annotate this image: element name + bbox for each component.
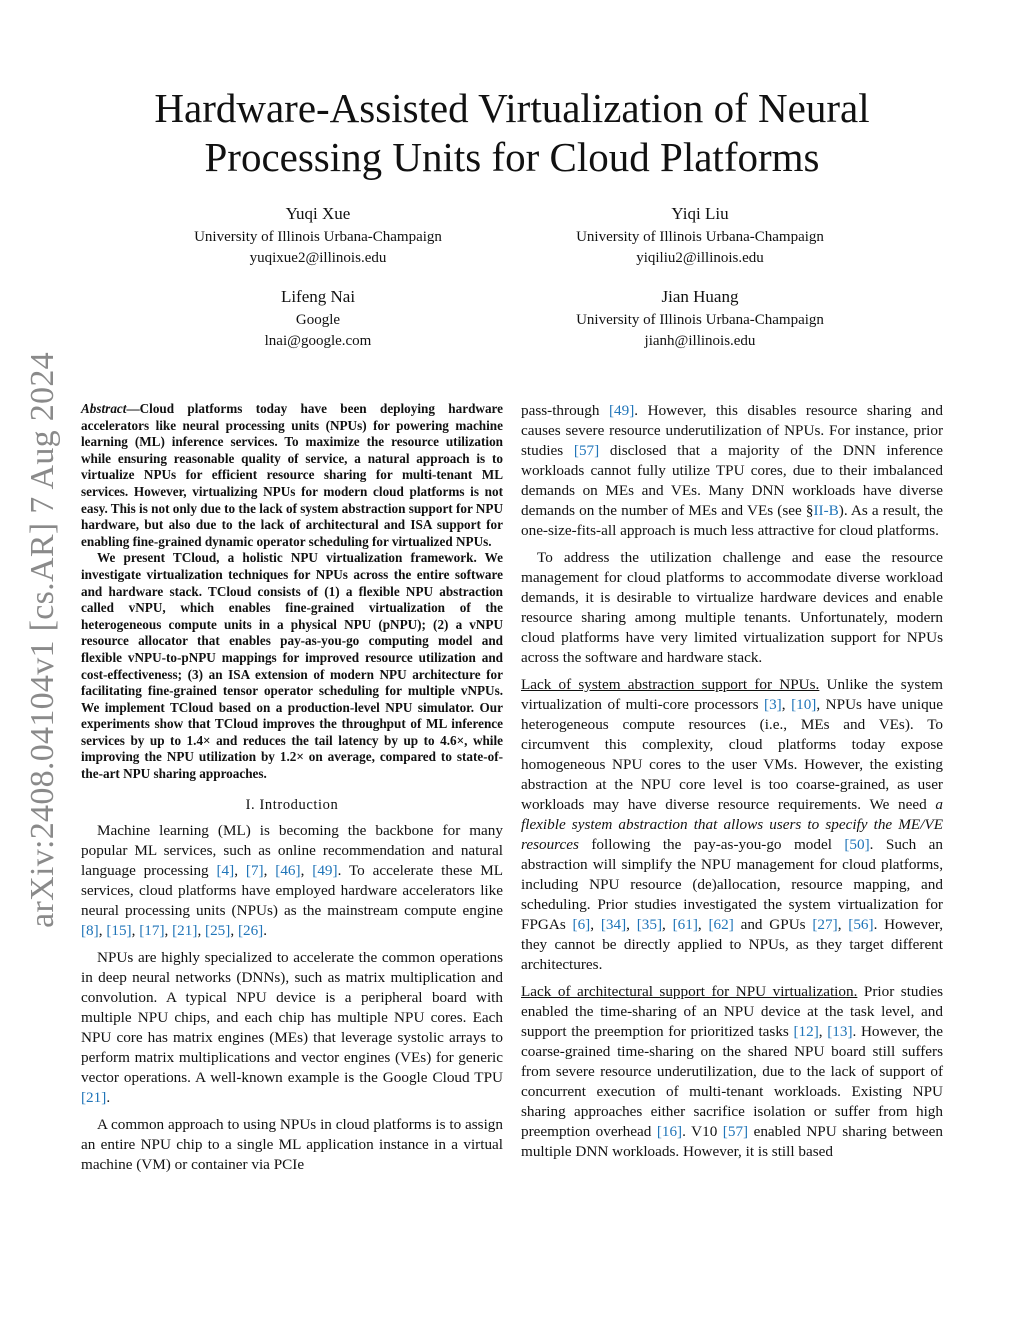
arxiv-identifier: arXiv:2408.04104v1 [cs.AR] 7 Aug 2024 xyxy=(24,352,61,928)
abstract-paragraph: We present TCloud, a holistic NPU virtualization framework. We investigate virtualization techniques for NPUs across the entire software and hardware stack. TCloud consists of (1) a flexible NPU abstraction called vNPU, which enables fine-grained virtualization of the heterogeneous compute units in a physical NPU (pNPU); (2) a vNPU resource allocator that enables pay-as-you-go computing model and flexible vNPU-to-pNPU mappings for improved resource utilization and cost-effectiveness; (3) an ISA extension of modern NPU architecture for facilitating fine-grained tensor operator scheduling for multiple vNPUs. We implement TCloud based on a production-level NPU simulator. Our experiments show that TCloud improves the throughput of ML inference services by up to 1.4× and reduces the tail latency by up to 4.6×, while improving the NPU utilization by 1.2× on average, compared to state-of-the-art NPU sharing approaches. xyxy=(81,550,503,782)
abstract xyxy=(81,401,503,783)
citation-link[interactable]: [50] xyxy=(844,836,870,853)
citation-link[interactable]: [8] xyxy=(81,921,99,939)
citation-link[interactable]: [7] xyxy=(245,861,264,879)
title-line-1: Hardware-Assisted Virtualization of Neural xyxy=(154,85,870,131)
author-email: lnai@google.com xyxy=(264,333,372,349)
author-email: yiqiliu2@illinois.edu xyxy=(636,250,764,266)
author-affiliation: Google xyxy=(295,312,341,328)
author-name: Lifeng Nai xyxy=(280,287,356,306)
author-affiliation: University of Illinois Urbana-Champaign xyxy=(576,312,824,328)
title-line-2: Processing Units for Cloud Platforms xyxy=(204,134,820,180)
author-block xyxy=(520,203,880,269)
section-heading: I. Introduction xyxy=(245,796,339,813)
citation-link[interactable]: [34] xyxy=(600,916,627,933)
citation-link[interactable]: [6] xyxy=(572,916,591,933)
author-block xyxy=(520,286,880,352)
abstract-text: —Cloud platforms today have been deploying hardware accelerators like neural processing units (NPUs) for powering machine learning (ML) inference services. To maximize the resource utilization while ensuring reasonable quality of service, a natural approach is to virtualize NPUs for efficient resource sharing for multi-tenant ML services. However, virtualizing NPUs for modern cloud platforms is not easy. This is not only due to the lack of system abstraction support for NPU hardware, but also due to the lack of architectural and ISA support for enabling fine-grained dynamic operator scheduling for virtualized NPUs. xyxy=(81,401,503,549)
author-name: Yuqi Xue xyxy=(285,204,351,223)
citation-link[interactable]: [21] xyxy=(172,921,198,939)
citation-link[interactable]: [35] xyxy=(636,916,663,933)
citation-link[interactable]: [26] xyxy=(237,921,264,939)
author-block xyxy=(138,203,498,269)
citation-link[interactable]: [27] xyxy=(812,916,838,933)
body-paragraph: Machine learning (ML) is becoming the backbone for many popular ML services, such as online recommendation and natural language processing [4], [7], [46], [49]. To accelerate these ML services, cloud platforms have employed hardware accelerators like neural processing units (NPUs) as the mainstream compute engine [8], [15], [17], [21], [25], [26]. xyxy=(81,821,504,939)
citation-link[interactable]: [61] xyxy=(672,916,698,933)
citation-link[interactable]: [16] xyxy=(656,1123,683,1140)
citation-link[interactable]: [15] xyxy=(106,921,132,939)
citation-link[interactable]: [49] xyxy=(608,402,635,419)
paragraph-text: following the pay-as-you-go model [50]. Such an abstraction will simplify the NPU management for cloud platforms, including NPU resource (de)allocation, resource mapping, and scheduling. Prior studies investigated the system virtualization for FPGAs [6], [34], [35], [61], [62] and GPUs [27], [56]. However, they cannot be directly applied to NPUs, as they target different architectures. xyxy=(521,836,944,973)
body-paragraph xyxy=(521,982,943,1162)
author-name: Jian Huang xyxy=(661,287,739,306)
citation-link[interactable]: [17] xyxy=(139,921,165,939)
citation-link[interactable]: [3] xyxy=(764,696,782,713)
right-column xyxy=(521,401,943,1162)
body-paragraph: pass-through [49]. However, this disables resource sharing and causes severe resource underutilization of NPUs. For instance, prior studies [57] disclosed that a majority of the DNN inference workloads cannot fully utilize TPU cores, due to their imbalanced demands on MEs and VEs. Many DNN workloads have diverse demands on the number of MEs and VEs (see §II-B). As a result, the one-size-fits-all approach is much less attractive for cloud platforms. xyxy=(521,402,943,539)
author-email: yuqixue2@illinois.edu xyxy=(249,250,387,266)
citation-link[interactable]: [62] xyxy=(708,916,734,933)
paragraph-text: Unlike the system virtualization of multi-core processors [3], [10], NPUs have unique heterogeneous compute resources (i.e., MEs and VEs). To circumvent this complexity, cloud platforms today expose homogeneous NPU cores to the user VMs. However, the existing abstraction at the NPU core level is too coarse-grained, as user workloads may have diverse resource requirements. We need xyxy=(521,676,943,813)
citation-link[interactable]: [4] xyxy=(216,861,235,879)
citation-link[interactable]: [46] xyxy=(275,861,301,879)
citation-link[interactable]: [57] xyxy=(722,1123,749,1140)
paragraph-heading: Lack of system abstraction support for NPUs. xyxy=(521,676,820,693)
citation-link[interactable]: [21] xyxy=(81,1088,107,1106)
emphasis-text: a flexible system abstraction that allows users to specify the ME/VE resources xyxy=(521,796,943,853)
body-paragraph: To address the utilization challenge and ease the resource management for cloud platforms to accommodate diverse workload demands, it is desirable to virtualize hardware devices and enable resource sharing among multiple tenants. Unfortunately, modern cloud platforms have very limited virtualization support for NPUs across the software and hardware stack. xyxy=(521,549,943,666)
left-column xyxy=(81,401,503,1175)
author-name: Yiqi Liu xyxy=(671,204,729,223)
abstract-paragraph xyxy=(81,401,503,550)
author-email: jianh@illinois.edu xyxy=(644,333,756,349)
paragraph-heading: Lack of architectural support for NPU virtualization. xyxy=(521,983,858,1000)
citation-link[interactable]: [10] xyxy=(791,696,817,713)
body-paragraph: NPUs are highly specialized to accelerate the common operations in deep neural networks (DNNs), such as matrix multiplication and convolution. A typical NPU device is a peripheral board with multiple NPU chips, and each chip has multiple NPU cores. Each NPU core has matrix engines (MEs) that leverage systolic arrays to perform matrix multiplications and vector engines (VEs) for generic vector operations. A well-known example is the Google Cloud TPU [21]. xyxy=(81,948,503,1106)
body-paragraph xyxy=(521,675,943,975)
paragraph-text: Prior studies enabled the time-sharing of an NPU device at the task level, and support the preemption for prioritized tasks [12], [13]. However, the coarse-grained time-sharing on the shared NPU board still suffers from severe resource underutilization, due to the lack of support of concurrent execution of multi-tenant workloads. Existing NPU sharing approaches either sacrifice isolation or suffer from high preemption overhead [16]. V10 [57] enabled NPU sharing between multiple DNN workloads. However, it is still based xyxy=(521,983,944,1160)
body-paragraph: A common approach to using NPUs in cloud platforms is to assign an entire NPU chip to a single ML application instance in a virtual machine (VM) or container via PCIe xyxy=(81,1115,503,1173)
paper-title xyxy=(120,84,904,182)
citation-link[interactable]: [49] xyxy=(312,861,338,879)
citation-link[interactable]: [56] xyxy=(848,916,874,933)
citation-link[interactable]: [57] xyxy=(573,442,600,459)
citation-link[interactable]: [13] xyxy=(827,1023,853,1040)
author-affiliation: University of Illinois Urbana-Champaign xyxy=(194,229,442,245)
citation-link[interactable]: [25] xyxy=(205,921,231,939)
author-block xyxy=(138,286,498,352)
citation-link[interactable]: [12] xyxy=(793,1023,819,1040)
author-affiliation: University of Illinois Urbana-Champaign xyxy=(576,229,824,245)
citation-link[interactable]: II-B xyxy=(813,502,839,519)
abstract-label: Abstract xyxy=(81,401,127,416)
